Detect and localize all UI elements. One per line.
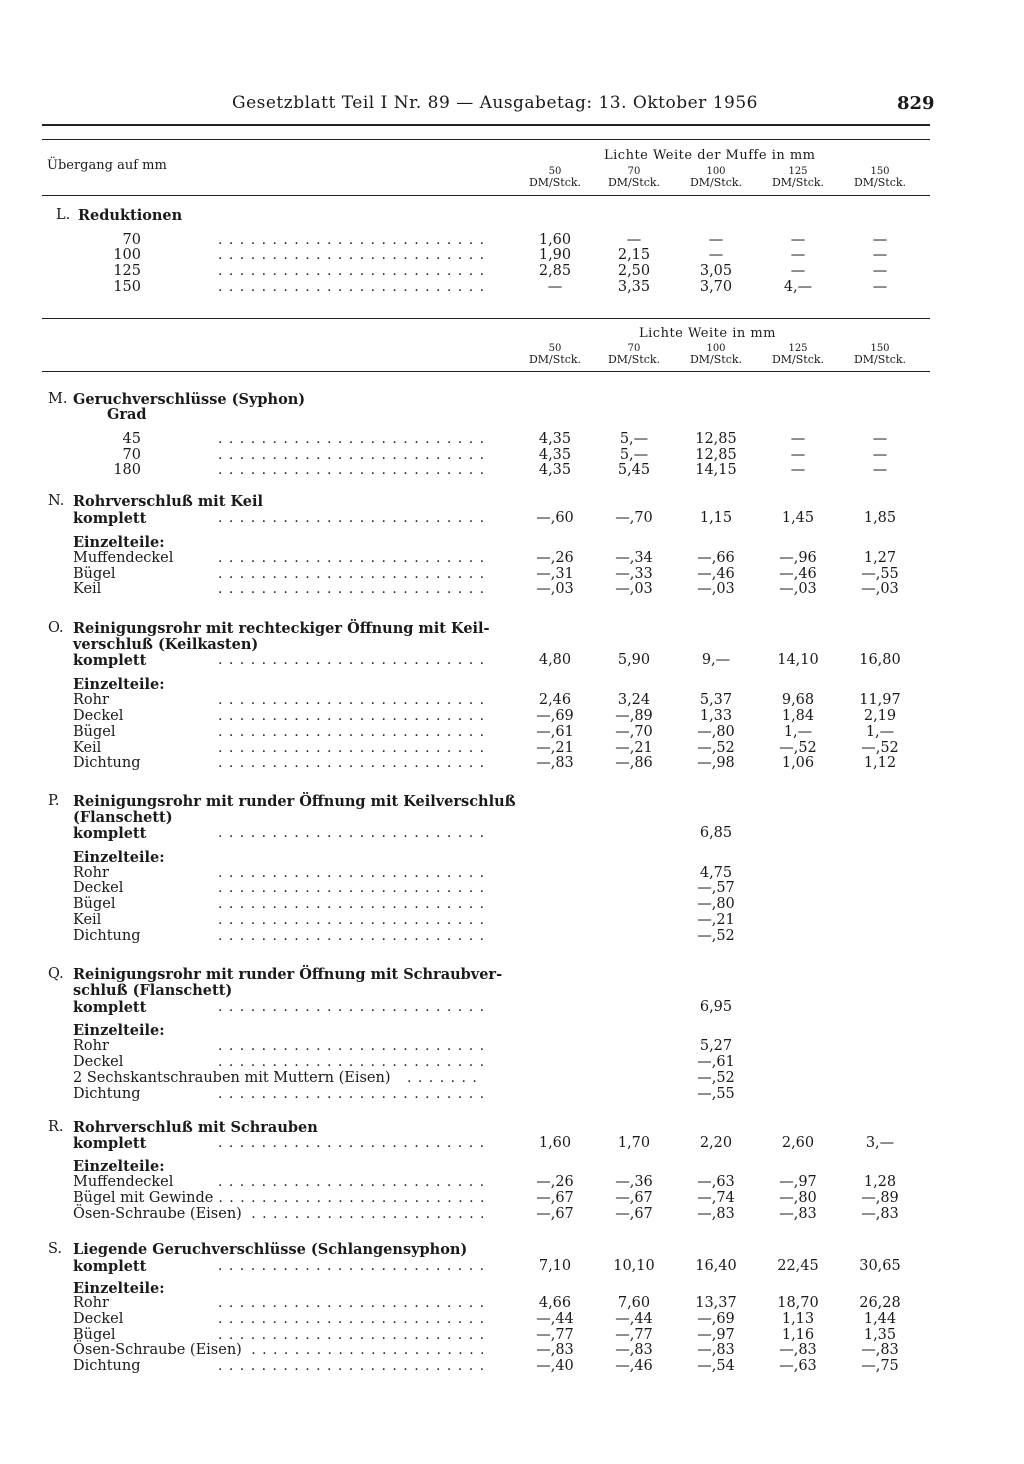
column-size: 70 — [627, 166, 641, 177]
price-cell: 5,45 — [617, 462, 651, 478]
column-header — [594, 343, 674, 365]
column-size: 150 — [870, 343, 890, 354]
price-cell: 12,85 — [695, 431, 737, 447]
column-unit: DM/Stck. — [528, 176, 582, 189]
column-size: 50 — [548, 166, 562, 177]
price-cell: —,26 — [536, 550, 574, 566]
price-cell: —,55 — [861, 566, 899, 582]
section-letter: S. — [48, 1241, 63, 1257]
leader-dots — [407, 1070, 483, 1086]
column-header — [515, 166, 595, 188]
price-cell: —,83 — [779, 1206, 817, 1222]
leader-dots — [218, 462, 483, 478]
column-unit: DM/Stck. — [607, 176, 661, 189]
leader-dots — [218, 566, 483, 582]
row-label: Keil — [73, 581, 102, 597]
price-cell: — — [790, 263, 806, 279]
price-cell: 5,27 — [699, 1038, 733, 1054]
leader-dots — [218, 724, 483, 740]
price-cell: 2,85 — [538, 263, 572, 279]
table1-header-rule — [42, 195, 930, 196]
leader-dots — [218, 431, 483, 447]
price-cell: —,74 — [697, 1190, 735, 1206]
price-cell: —,83 — [536, 1342, 574, 1358]
row-label: Muffendeckel — [73, 1174, 174, 1190]
column-unit: DM/Stck. — [771, 176, 825, 189]
leader-dots — [218, 740, 483, 756]
price-cell: 1,28 — [863, 1174, 897, 1190]
price-cell: —,03 — [697, 581, 735, 597]
price-cell: — — [872, 279, 888, 295]
price-cell: 2,50 — [617, 263, 651, 279]
column-header — [594, 166, 674, 188]
row-label: 180 — [113, 462, 141, 478]
row-label: Rohr — [73, 692, 109, 708]
price-cell: — — [790, 232, 806, 248]
subheading-label: Einzelteile: — [73, 1022, 165, 1039]
table2-top-rule — [42, 318, 930, 319]
price-cell: 3,— — [865, 1135, 895, 1151]
price-cell: —,21 — [615, 740, 653, 756]
price-cell: 1,12 — [863, 755, 897, 771]
price-cell: 1,35 — [863, 1327, 897, 1343]
price-cell: 1,16 — [781, 1327, 815, 1343]
price-cell: 3,70 — [699, 279, 733, 295]
price-cell: —,69 — [536, 708, 574, 724]
section-letter: N. — [48, 493, 65, 509]
column-size: 70 — [627, 343, 641, 354]
section-title: (Flanschett) — [73, 809, 173, 826]
section-title: Reduktionen — [78, 207, 183, 224]
leader-dots — [218, 510, 483, 526]
price-cell: 4,— — [783, 279, 813, 295]
price-cell: —,98 — [697, 755, 735, 771]
leader-dots — [218, 1086, 483, 1102]
price-cell: —,89 — [861, 1190, 899, 1206]
column-size: 100 — [706, 166, 726, 177]
column-size: 50 — [548, 343, 562, 354]
price-cell: 5,— — [619, 447, 649, 463]
price-cell: 1,27 — [863, 550, 897, 566]
price-cell: 3,35 — [617, 279, 651, 295]
price-cell: —,03 — [779, 581, 817, 597]
price-cell: —,86 — [615, 755, 653, 771]
row-label: Keil — [73, 740, 102, 756]
column-unit: DM/Stck. — [689, 353, 743, 366]
leader-dots — [218, 1258, 483, 1274]
column-header — [840, 166, 920, 188]
price-cell: —,69 — [697, 1311, 735, 1327]
section-letter: P. — [48, 793, 60, 809]
section-title: Grad — [107, 406, 147, 423]
price-cell: 1,60 — [538, 1135, 572, 1151]
leader-dots — [218, 1190, 483, 1206]
row-label: Bügel — [73, 1327, 116, 1343]
row-label: 125 — [113, 263, 141, 279]
price-cell: 2,15 — [617, 247, 651, 263]
price-cell: —,70 — [615, 724, 653, 740]
price-cell: — — [708, 232, 724, 248]
price-cell: 2,19 — [863, 708, 897, 724]
row-label: Ösen-Schraube (Eisen) — [73, 1206, 242, 1222]
price-cell: —,34 — [615, 550, 653, 566]
leader-dots — [218, 1054, 483, 1070]
price-cell: 6,85 — [699, 825, 733, 841]
leader-dots — [218, 896, 483, 912]
leader-dots — [218, 581, 483, 597]
price-cell: 14,10 — [777, 652, 819, 668]
row-label: Rohr — [73, 865, 109, 881]
price-cell: —,67 — [536, 1206, 574, 1222]
leader-dots — [218, 247, 483, 263]
price-cell: 5,— — [619, 431, 649, 447]
leader-dots — [218, 692, 483, 708]
column-size: 125 — [788, 343, 808, 354]
price-cell: —,77 — [536, 1327, 574, 1343]
section-title: schluß (Flanschett) — [73, 982, 233, 999]
price-cell: —,31 — [536, 566, 574, 582]
price-cell: —,67 — [615, 1206, 653, 1222]
price-cell: 1,44 — [863, 1311, 897, 1327]
price-cell: —,03 — [536, 581, 574, 597]
price-cell: 14,15 — [695, 462, 737, 478]
price-cell: —,77 — [615, 1327, 653, 1343]
column-size: 125 — [788, 166, 808, 177]
section-title: Geruchverschlüsse (Syphon) — [73, 391, 306, 408]
price-cell: 3,24 — [617, 692, 651, 708]
price-cell: —,75 — [861, 1358, 899, 1374]
price-cell: 1,84 — [781, 708, 815, 724]
price-cell: —,44 — [615, 1311, 653, 1327]
section-letter: R. — [48, 1119, 64, 1135]
price-cell: 1,45 — [781, 510, 815, 526]
price-cell: —,80 — [697, 896, 735, 912]
row-label: 70 — [122, 232, 141, 248]
subheading-label: Einzelteile: — [73, 1158, 165, 1175]
column-header — [515, 343, 595, 365]
price-cell: —,80 — [779, 1190, 817, 1206]
price-cell: 7,10 — [538, 1258, 572, 1274]
section-title: Reinigungsrohr mit runder Öffnung mit Schraubver- — [73, 966, 503, 983]
price-cell: —,97 — [779, 1174, 817, 1190]
price-cell: 16,40 — [695, 1258, 737, 1274]
price-cell: —,83 — [861, 1342, 899, 1358]
column-unit: DM/Stck. — [689, 176, 743, 189]
price-cell: — — [790, 462, 806, 478]
table2-group-header: Lichte Weite in mm — [639, 326, 777, 341]
price-cell: —,52 — [697, 928, 735, 944]
price-cell: — — [872, 447, 888, 463]
price-cell: 6,95 — [699, 999, 733, 1015]
price-cell: —,33 — [615, 566, 653, 582]
column-unit: DM/Stck. — [853, 353, 907, 366]
column-unit: DM/Stck. — [607, 353, 661, 366]
row-label: Deckel — [73, 1311, 124, 1327]
price-cell: — — [790, 247, 806, 263]
price-cell: —,83 — [536, 755, 574, 771]
price-cell: —,36 — [615, 1174, 653, 1190]
row-label: Deckel — [73, 880, 124, 896]
price-cell: — — [708, 247, 724, 263]
price-cell: 18,70 — [777, 1295, 819, 1311]
price-cell: — — [547, 279, 563, 295]
price-cell: —,46 — [779, 566, 817, 582]
row-label: Dichtung — [73, 928, 141, 944]
price-cell: — — [872, 462, 888, 478]
leader-dots — [218, 279, 483, 295]
row-label: Rohr — [73, 1295, 109, 1311]
page-header-title: Gesetzblatt Teil I Nr. 89 — Ausgabetag: 13. Oktober 1956 — [232, 93, 758, 113]
column-header — [758, 166, 838, 188]
row-label: Muffendeckel — [73, 550, 174, 566]
price-cell: —,57 — [697, 880, 735, 896]
row-label: komplett — [73, 510, 147, 527]
price-cell: 10,10 — [613, 1258, 655, 1274]
price-cell: 30,65 — [859, 1258, 901, 1274]
price-cell: 4,75 — [699, 865, 733, 881]
price-cell: 11,97 — [859, 692, 901, 708]
leader-dots — [218, 1358, 483, 1374]
table1-top-rule — [42, 139, 930, 140]
leader-dots — [218, 865, 483, 881]
price-cell: 9,68 — [781, 692, 815, 708]
price-cell: —,26 — [536, 1174, 574, 1190]
row-label: Ösen-Schraube (Eisen) — [73, 1342, 242, 1358]
column-header — [840, 343, 920, 365]
price-cell: 4,66 — [538, 1295, 572, 1311]
row-label: Dichtung — [73, 1358, 141, 1374]
page-number: 829 — [897, 93, 935, 114]
price-cell: 9,— — [701, 652, 731, 668]
price-cell: 12,85 — [695, 447, 737, 463]
price-cell: —,96 — [779, 550, 817, 566]
price-cell: 2,46 — [538, 692, 572, 708]
table2-header-rule — [42, 371, 930, 372]
price-cell: 5,37 — [699, 692, 733, 708]
price-cell: —,83 — [779, 1342, 817, 1358]
price-cell: 2,20 — [699, 1135, 733, 1151]
section-title: Reinigungsrohr mit runder Öffnung mit Keilverschluß — [73, 793, 516, 810]
price-cell: —,83 — [697, 1342, 735, 1358]
leader-dots — [218, 1174, 483, 1190]
price-cell: 13,37 — [695, 1295, 737, 1311]
leader-dots — [218, 263, 483, 279]
row-label: Bügel mit Gewinde — [73, 1190, 214, 1206]
price-cell: —,03 — [615, 581, 653, 597]
price-cell: 7,60 — [617, 1295, 651, 1311]
column-header — [758, 343, 838, 365]
price-cell: 4,35 — [538, 462, 572, 478]
section-letter: O. — [48, 620, 64, 636]
price-cell: —,63 — [779, 1358, 817, 1374]
column-unit: DM/Stck. — [528, 353, 582, 366]
row-label-header: Übergang auf mm — [47, 158, 167, 173]
row-label: Rohr — [73, 1038, 109, 1054]
price-cell: 22,45 — [777, 1258, 819, 1274]
price-cell: —,40 — [536, 1358, 574, 1374]
price-cell: —,54 — [697, 1358, 735, 1374]
leader-dots — [251, 1206, 483, 1222]
price-cell: —,67 — [615, 1190, 653, 1206]
leader-dots — [218, 232, 483, 248]
leader-dots — [218, 755, 483, 771]
price-cell: 1,— — [865, 724, 895, 740]
section-letter: M. — [48, 391, 68, 407]
section-title: verschluß (Keilkasten) — [73, 636, 259, 653]
price-cell: —,46 — [697, 566, 735, 582]
price-cell: —,52 — [779, 740, 817, 756]
price-cell: —,52 — [861, 740, 899, 756]
row-label: 70 — [122, 447, 141, 463]
row-label: Keil — [73, 912, 102, 928]
price-cell: — — [872, 431, 888, 447]
section-letter: L. — [56, 207, 71, 223]
price-cell: — — [790, 447, 806, 463]
section-title: Rohrverschluß mit Schrauben — [73, 1119, 318, 1136]
price-cell: —,60 — [536, 510, 574, 526]
subheading-label: Einzelteile: — [73, 534, 165, 551]
row-label: komplett — [73, 1135, 147, 1152]
price-cell: 1,15 — [699, 510, 733, 526]
price-cell: 5,90 — [617, 652, 651, 668]
subheading-label: Einzelteile: — [73, 849, 165, 866]
row-label: komplett — [73, 1258, 147, 1275]
price-cell: — — [790, 431, 806, 447]
subheading-label: Einzelteile: — [73, 676, 165, 693]
price-cell: 1,60 — [538, 232, 572, 248]
price-cell: 4,80 — [538, 652, 572, 668]
leader-dots — [218, 1135, 483, 1151]
leader-dots — [218, 1327, 483, 1343]
row-label: 2 Sechskantschrauben mit Muttern (Eisen) — [73, 1070, 391, 1086]
section-letter: Q. — [48, 966, 64, 982]
price-cell: —,66 — [697, 550, 735, 566]
price-cell: —,97 — [697, 1327, 735, 1343]
row-label: Bügel — [73, 896, 116, 912]
price-cell: 1,90 — [538, 247, 572, 263]
leader-dots — [218, 880, 483, 896]
leader-dots — [251, 1342, 483, 1358]
section-title: Reinigungsrohr mit rechteckiger Öffnung mit Keil- — [73, 620, 490, 637]
price-cell: —,46 — [615, 1358, 653, 1374]
price-cell: 3,05 — [699, 263, 733, 279]
leader-dots — [218, 825, 483, 841]
table1-group-header: Lichte Weite der Muffe in mm — [604, 148, 816, 163]
column-header — [676, 166, 756, 188]
price-cell: —,80 — [697, 724, 735, 740]
price-cell: —,55 — [697, 1086, 735, 1102]
row-label: komplett — [73, 825, 147, 842]
leader-dots — [218, 1295, 483, 1311]
header-rule — [42, 124, 930, 126]
price-cell: 4,35 — [538, 447, 572, 463]
price-cell: —,03 — [861, 581, 899, 597]
price-cell: — — [872, 263, 888, 279]
column-unit: DM/Stck. — [771, 353, 825, 366]
row-label: Bügel — [73, 566, 116, 582]
price-cell: —,83 — [861, 1206, 899, 1222]
price-cell: —,83 — [615, 1342, 653, 1358]
row-label: Dichtung — [73, 1086, 141, 1102]
price-cell: —,89 — [615, 708, 653, 724]
price-cell: —,61 — [697, 1054, 735, 1070]
row-label: Deckel — [73, 1054, 124, 1070]
leader-dots — [218, 1038, 483, 1054]
row-label: Deckel — [73, 708, 124, 724]
price-cell: 4,35 — [538, 431, 572, 447]
row-label: komplett — [73, 652, 147, 669]
price-cell: 1,06 — [781, 755, 815, 771]
subheading-label: Einzelteile: — [73, 1280, 165, 1297]
price-cell: —,52 — [697, 740, 735, 756]
row-label: 45 — [122, 431, 141, 447]
price-cell: 16,80 — [859, 652, 901, 668]
price-cell: —,61 — [536, 724, 574, 740]
row-label: 150 — [113, 279, 141, 295]
price-cell: 26,28 — [859, 1295, 901, 1311]
row-label: 100 — [113, 247, 141, 263]
row-label: Bügel — [73, 724, 116, 740]
price-cell: — — [872, 232, 888, 248]
price-cell: 1,85 — [863, 510, 897, 526]
leader-dots — [218, 1311, 483, 1327]
column-unit: DM/Stck. — [853, 176, 907, 189]
leader-dots — [218, 652, 483, 668]
price-cell: 2,60 — [781, 1135, 815, 1151]
price-cell: — — [872, 247, 888, 263]
leader-dots — [218, 447, 483, 463]
leader-dots — [218, 550, 483, 566]
price-cell: —,63 — [697, 1174, 735, 1190]
price-cell: —,67 — [536, 1190, 574, 1206]
section-title: Liegende Geruchverschlüsse (Schlangensyphon) — [73, 1241, 468, 1258]
price-cell: — — [626, 232, 642, 248]
row-label: Dichtung — [73, 755, 141, 771]
row-label: komplett — [73, 999, 147, 1016]
price-cell: 1,13 — [781, 1311, 815, 1327]
price-cell: —,44 — [536, 1311, 574, 1327]
price-cell: —,21 — [697, 912, 735, 928]
column-header — [676, 343, 756, 365]
column-size: 100 — [706, 343, 726, 354]
leader-dots — [218, 708, 483, 724]
price-cell: —,70 — [615, 510, 653, 526]
price-cell: 1,70 — [617, 1135, 651, 1151]
price-cell: —,83 — [697, 1206, 735, 1222]
leader-dots — [218, 928, 483, 944]
price-cell: 1,33 — [699, 708, 733, 724]
price-cell: 1,— — [783, 724, 813, 740]
column-size: 150 — [870, 166, 890, 177]
leader-dots — [218, 912, 483, 928]
price-cell: —,21 — [536, 740, 574, 756]
price-cell: —,52 — [697, 1070, 735, 1086]
leader-dots — [218, 999, 483, 1015]
section-title: Rohrverschluß mit Keil — [73, 493, 263, 510]
